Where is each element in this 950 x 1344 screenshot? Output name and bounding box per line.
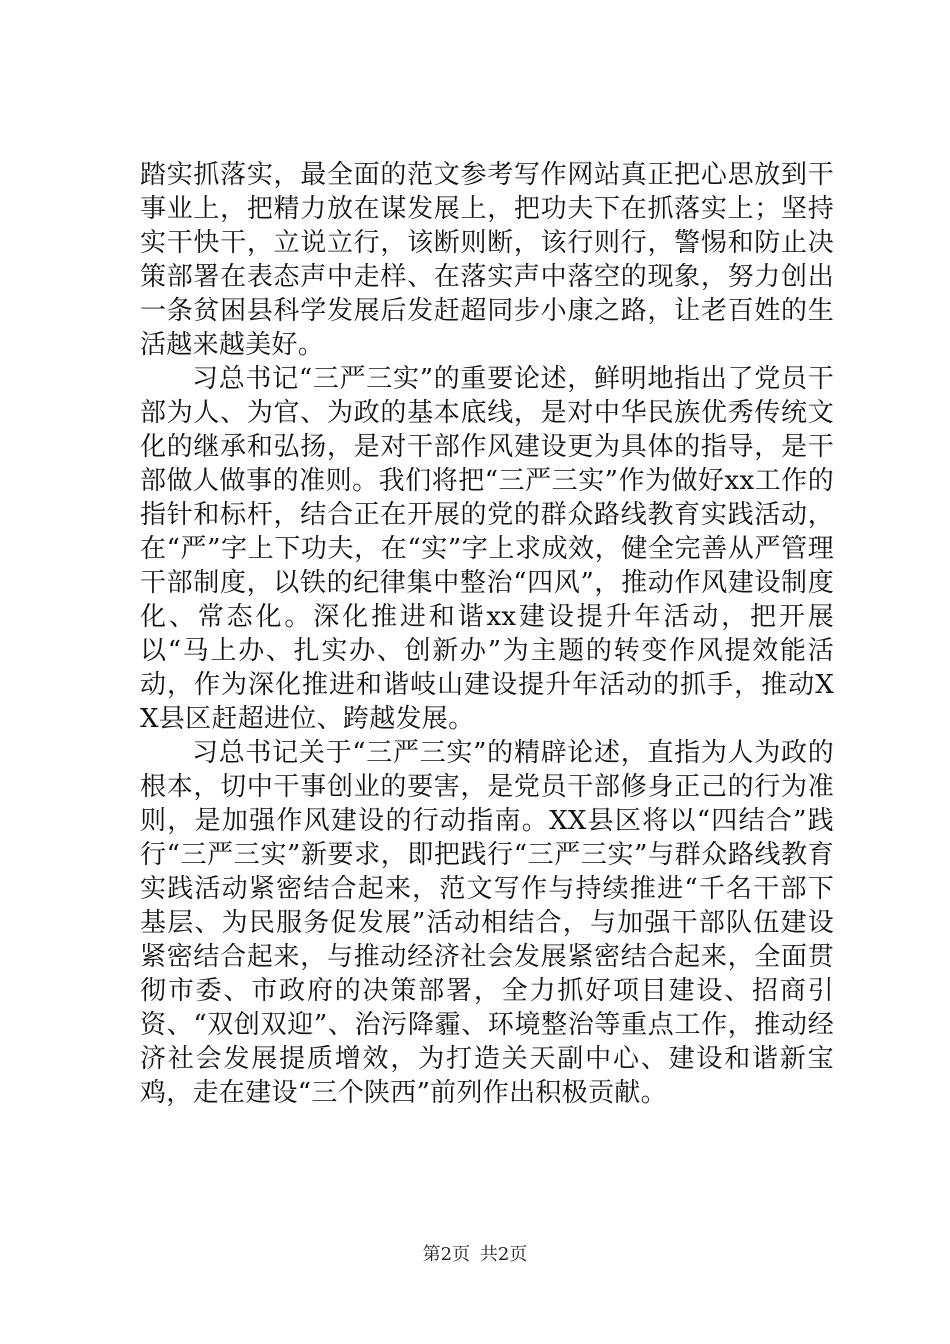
paragraph: 习总书记“三严三实”的重要论述，鲜明地指出了党员干部为人、为官、为政的基本底线，是对中华民族优秀传统文化的继承和弘扬，是对干部作风建设更为具体的指导，是干部做人做事的准则。我们将把“三严三实”作为做好xx工作的指针和标杆，结合正在开展的党的群众路线教育实践活动，在“严”字上下功夫，在“实”字上求成效，健全完善从严管理干部制度，以铁的纪律集中整治“四风”，推动作风建设制度化、常态化。深化推进和谐xx建设提升年活动，把开展以“马上办、扎实办、创新办”为主题的转变作风提效能活动，作为深化推进和谐岐山建设提升年活动的抓手，推动XX县区赶超进位、跨越发展。 (140, 364, 834, 734)
document-body (140, 158, 834, 1110)
paragraph-continuation: 踏实抓落实，最全面的范文参考写作网站真正把心思放到干事业上，把精力放在谋发展上，把功夫下在抓落实上；坚持实干快干，立说立行，该断则断，该行则行，警惕和防止决策部署在表态声中走样、在落实声中落空的现象，努力创出一条贫困县科学发展后发赶超同步小康之路，让老百姓的生活越来越美好。 (140, 160, 834, 360)
paragraph: 习总书记关于“三严三实”的精辟论述，直指为人为政的根本，切中干事创业的要害，是党员干部修身正己的行为准则，是加强作风建设的行动指南。XX县区将以“四结合”践行“三严三实”新要求，即把践行“三严三实”与群众路线教育实践活动紧密结合起来，范文写作与持续推进“千名干部下基层、为民服务促发展”活动相结合，与加强干部队伍建设紧密结合起来，与推动经济社会发展紧密结合起来，全面贯彻市委、市政府的决策部署，全力抓好项目建设、招商引资、“双创双迎”、治污降霾、环境整治等重点工作，推动经济社会发展提质增效，为打造关天副中心、建设和谐新宝鸡，走在建设“三个陕西”前列作出积极贡献。 (140, 738, 834, 1108)
page-footer (0, 1244, 950, 1266)
page-total: 共2页 (479, 1244, 528, 1265)
page-number: 第2页 (422, 1244, 471, 1265)
